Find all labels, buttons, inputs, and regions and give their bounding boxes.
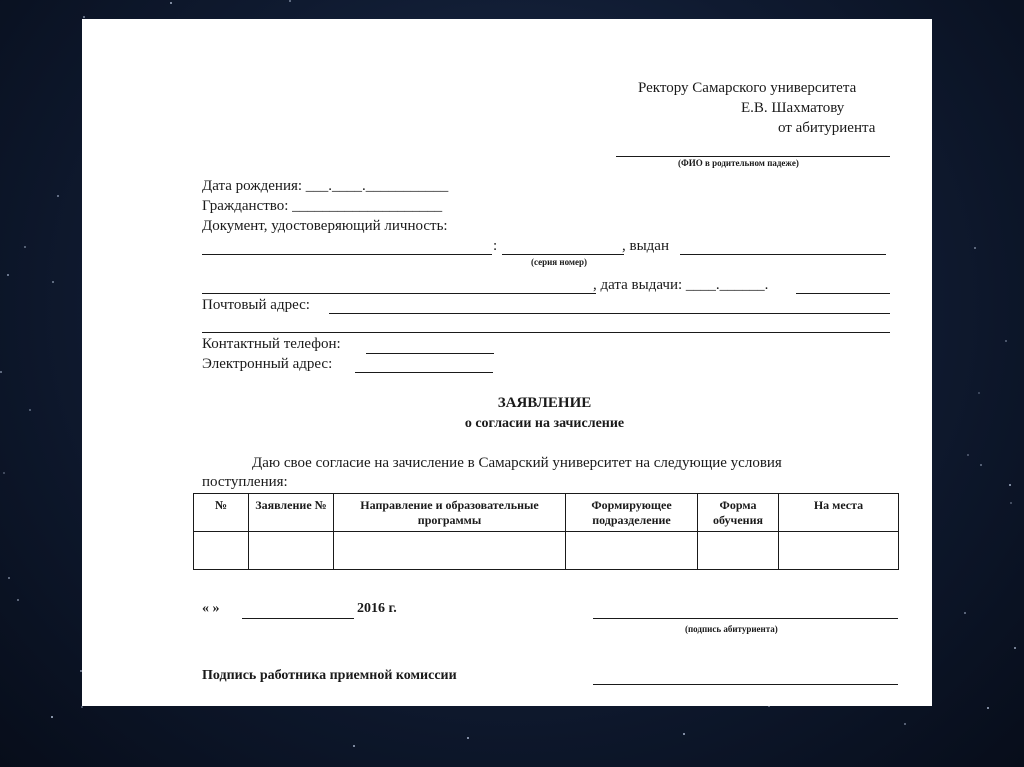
star-decoration <box>980 464 982 466</box>
star-decoration <box>353 745 355 747</box>
id-document-underline <box>202 254 492 255</box>
issued-by-underline <box>680 254 886 255</box>
star-decoration <box>974 247 976 249</box>
fio-underline <box>616 156 890 157</box>
addressee-line-1: Ректору Самарского университета <box>638 80 857 96</box>
id-document-label: Документ, удостоверяющий личность: <box>202 218 448 234</box>
star-decoration <box>17 599 19 601</box>
column-header-program: Направление и образовательные программы <box>334 494 566 532</box>
star-decoration <box>964 612 966 614</box>
star-decoration <box>3 472 5 474</box>
document-subtitle: о согласии на зачисление <box>464 416 625 431</box>
birth-date-field: Дата рождения: ___.____.___________ <box>202 178 449 194</box>
star-decoration <box>467 737 469 739</box>
date-year: 2016 г. <box>357 601 397 616</box>
star-decoration <box>1014 647 1016 649</box>
postal-address-underline <box>329 313 890 314</box>
star-decoration <box>967 454 969 456</box>
phone-underline <box>366 353 494 354</box>
table-cell <box>698 532 779 570</box>
application-form-page <box>82 19 932 706</box>
star-decoration <box>987 707 989 709</box>
table-cell <box>334 532 566 570</box>
fio-hint: (ФИО в родительном падеже) <box>678 158 799 168</box>
star-decoration <box>1009 484 1011 486</box>
series-hint: (серия номер) <box>531 257 588 267</box>
date-quotes: « » <box>202 601 220 616</box>
column-header-number: № <box>194 494 249 532</box>
addressee-line-2: Е.В. Шахматову <box>741 100 845 116</box>
postal-address-underline-2 <box>202 332 890 333</box>
staff-signature-label: Подпись работника приемной комиссии <box>202 668 457 683</box>
staff-signature-underline <box>593 684 898 685</box>
email-underline <box>355 372 493 373</box>
star-decoration <box>0 371 2 373</box>
star-decoration <box>51 716 53 718</box>
postal-address-label: Почтовый адрес: <box>202 297 310 313</box>
applicant-signature-hint: (подпись абитуриента) <box>685 624 778 634</box>
star-decoration <box>978 392 980 394</box>
star-decoration <box>57 195 59 197</box>
table-cell <box>194 532 249 570</box>
consent-text-line-2: поступления: <box>202 474 288 490</box>
star-decoration <box>8 577 10 579</box>
star-decoration <box>52 281 54 283</box>
star-decoration <box>83 16 85 18</box>
table-header-row <box>194 494 899 532</box>
issuer-continuation-underline <box>202 293 596 294</box>
column-header-department: Формирующее подразделение <box>566 494 698 532</box>
table-row <box>194 532 899 570</box>
table-cell <box>566 532 698 570</box>
column-header-application: Заявление № <box>249 494 334 532</box>
enrollment-conditions-table <box>193 493 899 570</box>
star-decoration <box>7 274 9 276</box>
phone-label: Контактный телефон: <box>202 336 341 352</box>
column-header-study-form: Форма обучения <box>698 494 779 532</box>
issued-by-label: , выдан <box>622 238 669 254</box>
star-decoration <box>683 733 685 735</box>
email-label: Электронный адрес: <box>202 356 333 372</box>
star-decoration <box>1005 340 1007 342</box>
date-underline <box>242 618 354 619</box>
table-cell <box>779 532 899 570</box>
issue-date-label: , дата выдачи: ____.______. <box>593 277 769 293</box>
star-decoration <box>289 0 291 2</box>
star-decoration <box>170 2 172 4</box>
issue-date-year-underline <box>796 293 890 294</box>
star-decoration <box>904 723 906 725</box>
citizenship-field: Гражданство: ____________________ <box>202 198 443 214</box>
applicant-signature-underline <box>593 618 898 619</box>
star-decoration <box>81 706 83 708</box>
star-decoration <box>24 246 26 248</box>
column-header-places: На места <box>779 494 899 532</box>
series-number-underline <box>502 254 624 255</box>
star-decoration <box>29 409 31 411</box>
table-cell <box>249 532 334 570</box>
addressee-line-3: от абитуриента <box>778 120 876 136</box>
consent-text-line-1: Даю свое согласие на зачисление в Самарский университет на следующие условия <box>252 455 782 471</box>
colon-mark: : <box>493 238 498 254</box>
star-decoration <box>1010 502 1012 504</box>
document-title: ЗАЯВЛЕНИЕ <box>497 395 592 411</box>
